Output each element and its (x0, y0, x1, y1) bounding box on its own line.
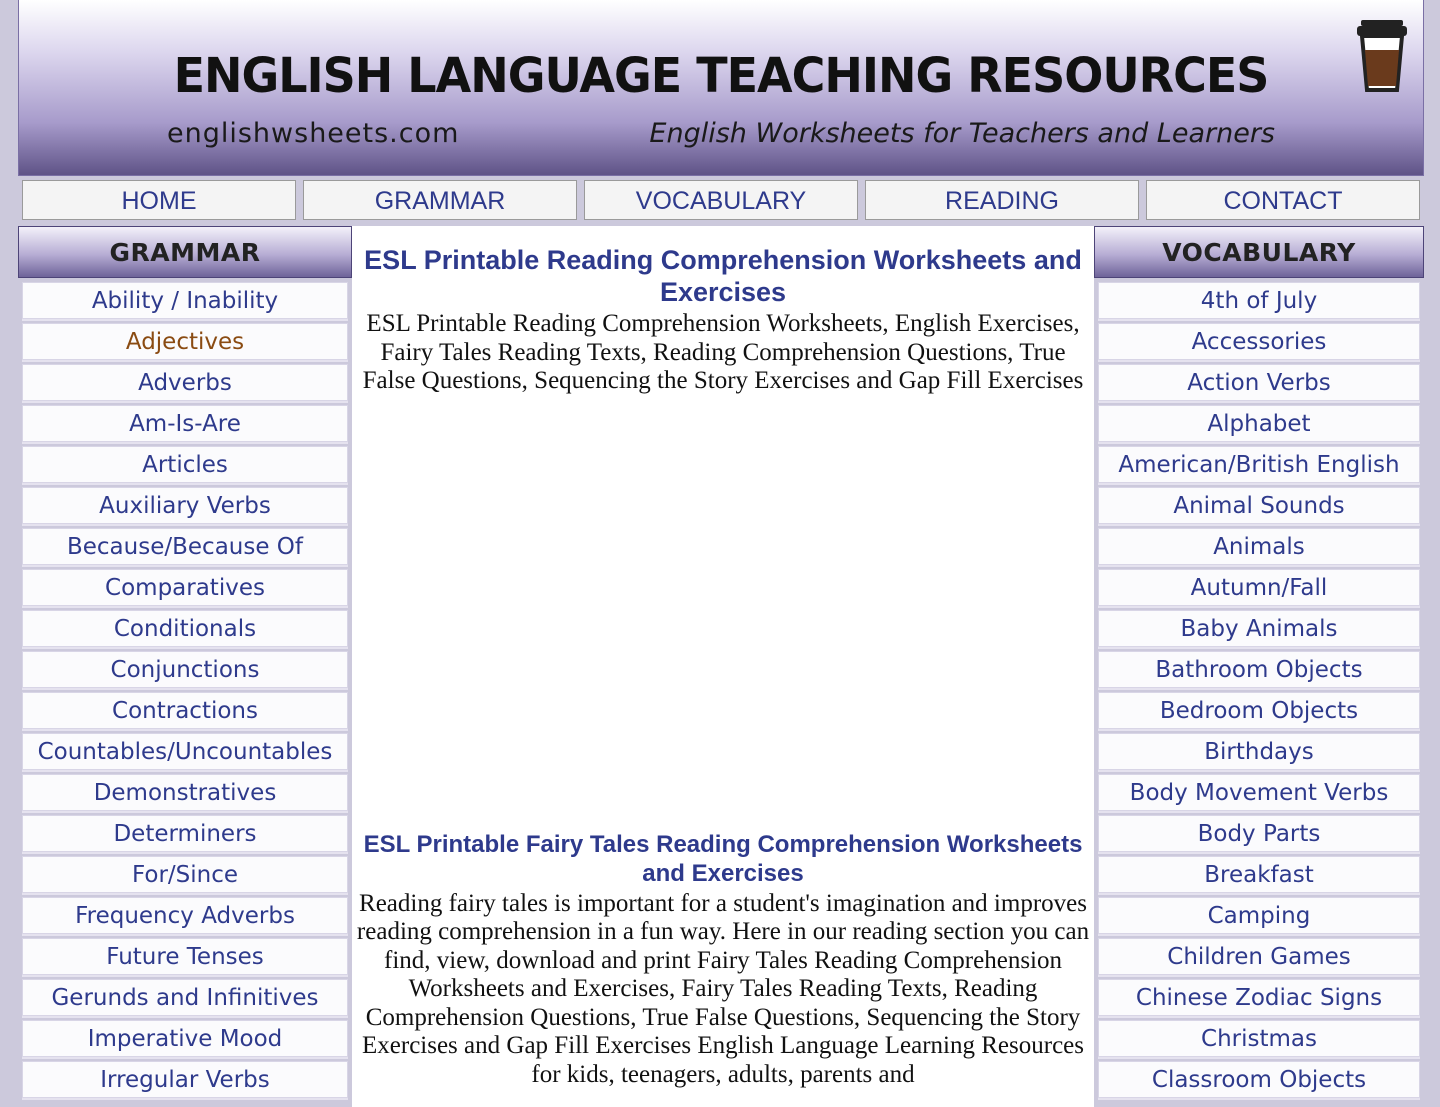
grammar-sidebar (18, 226, 352, 1107)
grammar-link[interactable]: Imperative Mood (22, 1020, 348, 1057)
vocabulary-link[interactable]: Body Parts (1098, 815, 1420, 852)
grammar-link[interactable]: Determiners (22, 815, 348, 852)
vocabulary-link[interactable]: American/British English (1098, 446, 1420, 483)
vocabulary-link[interactable]: Animal Sounds (1098, 487, 1420, 524)
grammar-link[interactable]: Future Tenses (22, 938, 348, 975)
grammar-link[interactable]: Ability / Inability (22, 282, 348, 319)
ad-placeholder (352, 396, 1094, 830)
grammar-link[interactable]: Frequency Adverbs (22, 897, 348, 934)
vocabulary-link[interactable]: Birthdays (1098, 733, 1420, 770)
grammar-link[interactable]: Am-Is-Are (22, 405, 348, 442)
vocabulary-sidebar (1094, 226, 1424, 1107)
vocabulary-link[interactable]: Christmas (1098, 1020, 1420, 1057)
vocabulary-list (1094, 282, 1424, 1098)
fairy-tales-section-title[interactable]: ESL Printable Fairy Tales Reading Comprehension Worksheets and Exercises (363, 830, 1083, 887)
grammar-link[interactable]: Auxiliary Verbs (22, 487, 348, 524)
grammar-link[interactable]: Demonstratives (22, 774, 348, 811)
vocabulary-link[interactable]: Body Movement Verbs (1098, 774, 1420, 811)
vocabulary-link[interactable]: 4th of July (1098, 282, 1420, 319)
vocabulary-link[interactable]: Autumn/Fall (1098, 569, 1420, 606)
grammar-heading: GRAMMAR (18, 226, 352, 278)
site-tagline: English Worksheets for Teachers and Learners (649, 118, 1275, 149)
site-domain: englishwsheets.com (167, 118, 460, 149)
grammar-link[interactable]: Countables/Uncountables (22, 733, 348, 770)
vocabulary-link[interactable]: Chinese Zodiac Signs (1098, 979, 1420, 1016)
reading-section-text: ESL Printable Reading Comprehension Worksheets, English Exercises, Fairy Tales Reading Texts, Reading Comprehension Questions, True False Questions, Sequencing the Story Exercises and Gap Fill Exercises (362, 310, 1084, 394)
vocabulary-link[interactable]: Camping (1098, 897, 1420, 934)
vocabulary-link[interactable]: Bedroom Objects (1098, 692, 1420, 729)
vocabulary-link[interactable]: Baby Animals (1098, 610, 1420, 647)
grammar-link[interactable]: For/Since (22, 856, 348, 893)
vocabulary-link[interactable]: Children Games (1098, 938, 1420, 975)
vocabulary-link[interactable]: Bathroom Objects (1098, 651, 1420, 688)
vocabulary-link[interactable]: Action Verbs (1098, 364, 1420, 401)
grammar-link-active[interactable]: Adjectives (22, 323, 348, 360)
vocabulary-heading: VOCABULARY (1094, 226, 1424, 278)
nav-reading[interactable]: READING (865, 180, 1139, 220)
vocabulary-link[interactable]: Alphabet (1098, 405, 1420, 442)
grammar-link[interactable]: Because/Because Of (22, 528, 348, 565)
grammar-link[interactable]: Gerunds and Infinitives (22, 979, 348, 1016)
grammar-link[interactable]: Comparatives (22, 569, 348, 606)
fairy-tales-section-text: Reading fairy tales is important for a student's imagination and improves reading comprehension in a fun way. Here in our reading section you can find, view, download and print Fairy Tales Reading Comprehension Worksheets and Exercises, Fairy Tales Reading Texts, Reading Comprehension Questions, True False Questions, Sequencing the Story Exercises and Gap Fill Exercises English Language Learning Resources for kids, teenagers, adults, parents and (356, 889, 1090, 1088)
vocabulary-link[interactable]: Breakfast (1098, 856, 1420, 893)
site-header (18, 0, 1424, 176)
grammar-link[interactable]: Contractions (22, 692, 348, 729)
vocabulary-link[interactable]: Classroom Objects (1098, 1061, 1420, 1098)
vocabulary-link[interactable]: Accessories (1098, 323, 1420, 360)
coffee-cup-icon (1355, 18, 1409, 94)
reading-section-title[interactable]: ESL Printable Reading Comprehension Worksheets and Exercises (364, 245, 1082, 307)
main-nav (22, 180, 1422, 222)
nav-home[interactable]: HOME (22, 180, 296, 220)
site-title[interactable]: ENGLISH LANGUAGE TEACHING RESOURCES (173, 46, 1269, 104)
nav-contact[interactable]: CONTACT (1146, 180, 1420, 220)
grammar-link[interactable]: Conditionals (22, 610, 348, 647)
grammar-link[interactable]: Conjunctions (22, 651, 348, 688)
grammar-link[interactable]: Irregular Verbs (22, 1061, 348, 1098)
vocabulary-link[interactable]: Animals (1098, 528, 1420, 565)
grammar-list (18, 282, 352, 1098)
grammar-link[interactable]: Adverbs (22, 364, 348, 401)
main-content (352, 226, 1094, 1107)
nav-grammar[interactable]: GRAMMAR (303, 180, 577, 220)
nav-vocabulary[interactable]: VOCABULARY (584, 180, 858, 220)
grammar-link[interactable]: Articles (22, 446, 348, 483)
